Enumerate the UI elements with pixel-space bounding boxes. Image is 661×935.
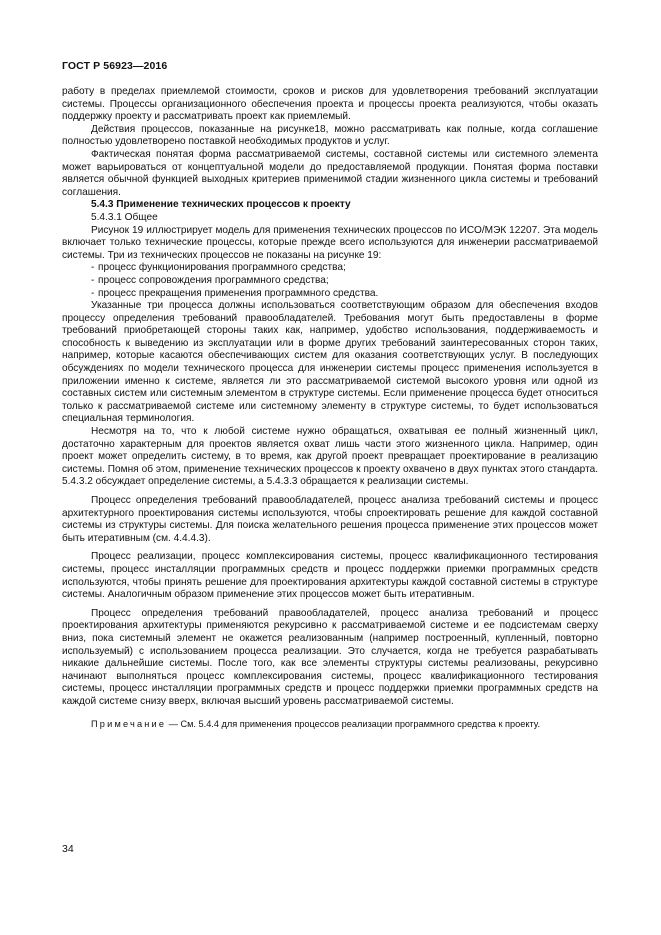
list-item: - процесс прекращения применения программного средства. — [91, 287, 379, 299]
subsection-heading: 5.4.3.1 Общее — [91, 211, 158, 223]
list-dash: - — [91, 274, 95, 286]
paragraph-three-processes: Указанные три процесса должны использоваться соответствующим образом для обеспечения входов процессу определения требований правообладателей. Требования могут быть предоставлены в форме требований приобретающей стороны таких как, например, удобство использования, поддерживаемость и способность к выведению из эксплуатации или в форме других требований заинтересованных сторон таких, например, которые касаются обеспечивающих систем для оказания соответствующих услуг. В последующих обсуждениях по модели технического процесса для инженерии системы процесс применения используется в приложении именно к системе, является ли это рассматриваемой системой высокого уровня или одной из составных систем или системным элементом в структуре системы. Если применение процесса будет относиться только к рассматриваемой системе или системному элементу в структуре системы, то будет использоваться специальная терминология. — [62, 300, 598, 425]
document-body — [62, 86, 598, 730]
paragraph-design-processes: Процесс определения требований правообладателей, процесс анализа требований системы и процесс архитектурного проектирования системы используются, чтобы спроектировать решение для каждой составной системы из структуры системы. Для поиска желательного решения процесса применение этих процессов может быть итеративным (см. 4.4.4.3). — [62, 495, 598, 544]
list-item: - процесс функционирования программного средства; — [91, 262, 346, 274]
list-dash: - — [91, 287, 95, 299]
paragraph-implementation-processes: Процесс реализации, процесс комплексирования системы, процесс квалификационного тестирования системы, процесс инсталляции программных средств и процесс поддержки приемки программных средств используются, чтобы принять решение для проектирования архитектуры каждой составной системы в структуре системы. Аналогичным образом применение этих процессов может быть итеративным. — [62, 551, 598, 601]
note — [62, 718, 598, 731]
document-header: ГОСТ Р 56923—2016 — [62, 60, 168, 72]
paragraph-process-actions: Действия процессов, показанные на рисунке18, можно рассматривать как полные, когда соглашение полностью удовлетворено поставкой необходимых продуктов и услуг. — [62, 123, 598, 148]
note-label: Примечание — [91, 718, 167, 729]
paragraph-system-form: Фактическая понятая форма рассматриваемой системы, составной системы или системного элемента может варьироваться от концептуальной модели до предоставляемой продукции. Понятая форма поставки является обычной функцией выходных критериев применимой стадии жизненного цикла системы и требований соглашения. — [62, 148, 598, 198]
paragraph-continuation: работу в пределах приемлемой стоимости, сроков и рисков для удовлетворения требований эксплуатации системы. Процессы организационного обеспечения проекта и процессы проекта реализуются, чтобы оказать поддержку проекту и рассматривать проект как приемлемый. — [62, 86, 598, 123]
note-text: — См. 5.4.4 для применения процессов реализации программного средства к проекту. — [166, 718, 540, 729]
list-item: - процесс сопровождения программного средства; — [91, 274, 329, 286]
list-dash: - — [91, 262, 95, 274]
paragraph-recursion: Процесс определения требований правообладателей, процесс анализа требований и процесс проектирования архитектуры применяются рекурсивно к рассматриваемой системе и ее подсистемам сверху вниз, пока системный элемент не окажется реализованным (например построенный, купленный, повторно используемый) с использованием процесса реализации. Это случается, когда не требуется разрабатывать никакие дальнейшие системы. После того, как все элементы структуры системы реализованы, рекурсивно начинают выполняться процесс комплексирования системы, процесс квалификационного тестирования системы, процесс инсталляции программных средств и процесс поддержки приемки программных средств на каждой системе снизу вверх, включая высший уровень рассматриваемой системы. — [62, 607, 598, 707]
section-heading: 5.4.3 Применение технических процессов к проекту — [91, 199, 351, 211]
process-list — [62, 262, 598, 300]
paragraph-lifecycle: Несмотря на то, что к любой системе нужно обращаться, охватывая ее полный жизненный цикл, достаточно характерным для проектов является охват лишь части этого жизненного цикла. Например, один проект может определить систему, в то время, как другой проект превращает проектирование в реализацию системы. Помня об этом, применение технических процессов к проекту охвачено в двух пунктах этого стандарта. 5.4.3.2 обсуждает определение системы, а 5.4.3.3 обращается к реализации системы. — [62, 426, 598, 488]
page-number: 34 — [62, 843, 74, 855]
paragraph-figure-19: Рисунок 19 иллюстрирует модель для применения технических процессов по ИСО/МЭК 12207. Эта модель включает только технические процессы, которые прежде всего используются для инженерии рассматриваемой системы. Три из технических процессов не показаны на рисунке 19: — [62, 224, 598, 261]
